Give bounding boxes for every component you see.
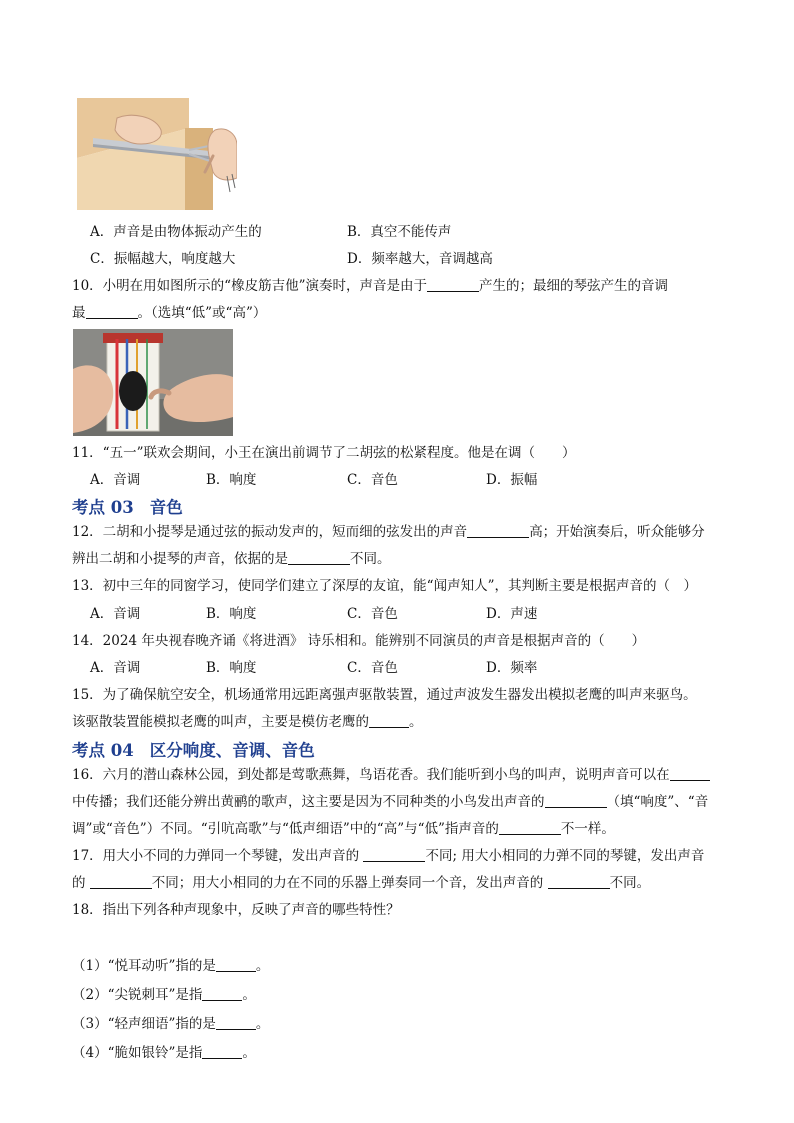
q17-text: 17．用大小不同的力弹同一个琴键，发出声音的 [72, 848, 364, 864]
answer-blank[interactable] [216, 957, 256, 972]
q18-item-text: （2）“尖锐刺耳”是指 [72, 987, 203, 1003]
answer-blank[interactable] [545, 793, 607, 808]
rubber-band-guitar-figure [73, 329, 233, 436]
answer-blank[interactable] [369, 713, 409, 728]
option-b[interactable]: B．响度 [206, 660, 257, 676]
answer-blank[interactable] [363, 847, 425, 862]
q18-item-3 [72, 1014, 724, 1034]
section-heading-03 [72, 497, 183, 519]
q13-stem: 13．初中三年的同窗学习，使同学们建立了深厚的友谊，能“闻声知人”，其判断主要是根据声音的（ ） [72, 578, 697, 594]
q15-line-2 [72, 712, 724, 732]
q18-item-2 [72, 985, 724, 1005]
q17-text: 不同; 用大小相同的力弹不同的琴键，发出声音 [425, 848, 705, 864]
q18-item-text: 。 [255, 1016, 270, 1032]
q17-text: 的 [72, 875, 90, 891]
option-d[interactable]: D．频率越大，音调越高 [347, 251, 493, 267]
q18-item-text: （4）“脆如银铃”是指 [72, 1045, 203, 1061]
q15-line-1: 15．为了确保航空安全，机场通常用远距离强声驱散装置，通过声波发生器发出模拟老鹰的叫声来驱鸟。 [72, 687, 697, 703]
option-c[interactable]: C．音色 [347, 606, 398, 622]
q12-text: 高；开始演奏后，听众能够分 [529, 524, 705, 540]
q10-line-2 [72, 303, 724, 323]
q11-stem: 11．“五一”联欢会期间，小王在演出前调节了二胡弦的松紧程度。他是在调（ ） [72, 445, 576, 461]
q18-item-text: 。 [242, 1045, 256, 1061]
option-d[interactable]: D．声速 [486, 606, 538, 622]
option-c[interactable]: C．音色 [347, 472, 398, 488]
answer-blank[interactable] [288, 550, 350, 565]
q17-text: 不同；用大小相同的力在不同的乐器上弹奏同一个音，发出声音的 [151, 875, 548, 891]
q18-item-1 [72, 956, 724, 976]
option-d[interactable]: D．振幅 [486, 472, 538, 488]
section-label: 考点 03 [72, 498, 134, 517]
q10-text: 。（选填“低”或“高”） [137, 305, 267, 321]
section-label: 考点 04 [72, 741, 134, 760]
option-a[interactable]: A．声音是由物体振动产生的 [90, 224, 262, 240]
option-c[interactable]: C．振幅越大，响度越大 [90, 251, 236, 267]
q18-item-text: 。 [255, 958, 270, 974]
answer-blank[interactable] [86, 304, 138, 319]
q18-stem: 18．指出下列各种声现象中，反映了声音的哪些特性？ [72, 902, 400, 918]
q16-text: （填“响度”、“音 [606, 794, 709, 810]
q12-text: 12．二胡和小提琴是通过弦的振动发声的，短而细的弦发出的声音 [72, 524, 468, 540]
ruler-vibration-figure [77, 98, 237, 210]
answer-blank[interactable] [467, 523, 529, 538]
q17-text: 不同。 [609, 875, 651, 891]
q10-line-1 [72, 276, 724, 296]
q12-line-2 [72, 549, 724, 569]
q18-item-text: 。 [242, 987, 256, 1003]
q18-item-text: （1）“悦耳动听”指的是 [72, 958, 216, 974]
option-c[interactable]: C．音色 [347, 660, 398, 676]
option-b[interactable]: B．真空不能传声 [347, 224, 452, 240]
q15-text: 该驱散装置能模拟老鹰的叫声，主要是模仿老鹰的 [72, 714, 369, 730]
q18-item-text: （3）“轻声细语”指的是 [72, 1016, 216, 1032]
section-heading-04 [72, 740, 315, 762]
q16-line-1 [72, 765, 724, 785]
q16-text: 不一样。 [560, 821, 615, 837]
q17-line-1 [72, 846, 724, 866]
answer-blank[interactable] [499, 820, 561, 835]
section-title: 音色 [149, 498, 183, 517]
answer-blank[interactable] [670, 766, 710, 781]
q10-text: 10．小明在用如图所示的“橡皮筋吉他”演奏时，声音是由于 [72, 278, 427, 294]
answer-blank[interactable] [202, 1044, 242, 1059]
q16-text: 16．六月的潜山森林公园，到处都是莺歌燕舞，鸟语花香。我们能听到小鸟的叫声，说明声音可以在 [72, 767, 670, 783]
guitar-figure-drawing [73, 329, 233, 436]
q12-text: 不同。 [350, 551, 391, 567]
q10-text: 最 [72, 305, 86, 321]
q16-line-2 [72, 792, 724, 812]
answer-blank[interactable] [90, 874, 152, 889]
option-a[interactable]: A．音调 [90, 606, 141, 622]
option-b[interactable]: B．响度 [206, 472, 257, 488]
answer-blank[interactable] [548, 874, 610, 889]
option-d[interactable]: D．频率 [486, 660, 538, 676]
option-a[interactable]: A．音调 [90, 472, 141, 488]
q16-text: 中传播；我们还能分辨出黄鹂的歌声，这主要是因为不同种类的小鸟发出声音的 [72, 794, 545, 810]
ruler-figure-drawing [77, 98, 237, 210]
q14-stem: 14．2024 年央视春晚齐诵《将进酒》 诗乐相和。能辨别不同演员的声音是根据声音的（ ） [72, 633, 646, 649]
section-title: 区分响度、音调、音色 [149, 741, 315, 760]
option-b[interactable]: B．响度 [206, 606, 257, 622]
q10-text: 产生的；最细的琴弦产生的音调 [478, 278, 668, 294]
q16-line-3 [72, 819, 724, 839]
option-a[interactable]: A．音调 [90, 660, 141, 676]
answer-blank[interactable] [427, 277, 479, 292]
q16-text: 调”或“音色”）不同。“引吭高歌”与“低声细语”中的“高”与“低”指声音的 [72, 821, 499, 837]
q12-line-1 [72, 522, 724, 542]
q12-text: 辨出二胡和小提琴的声音，依据的是 [72, 551, 288, 567]
q17-line-2 [72, 873, 724, 893]
answer-blank[interactable] [216, 1015, 256, 1030]
q18-item-4 [72, 1043, 724, 1063]
answer-blank[interactable] [202, 986, 242, 1001]
q15-text: 。 [409, 714, 423, 730]
